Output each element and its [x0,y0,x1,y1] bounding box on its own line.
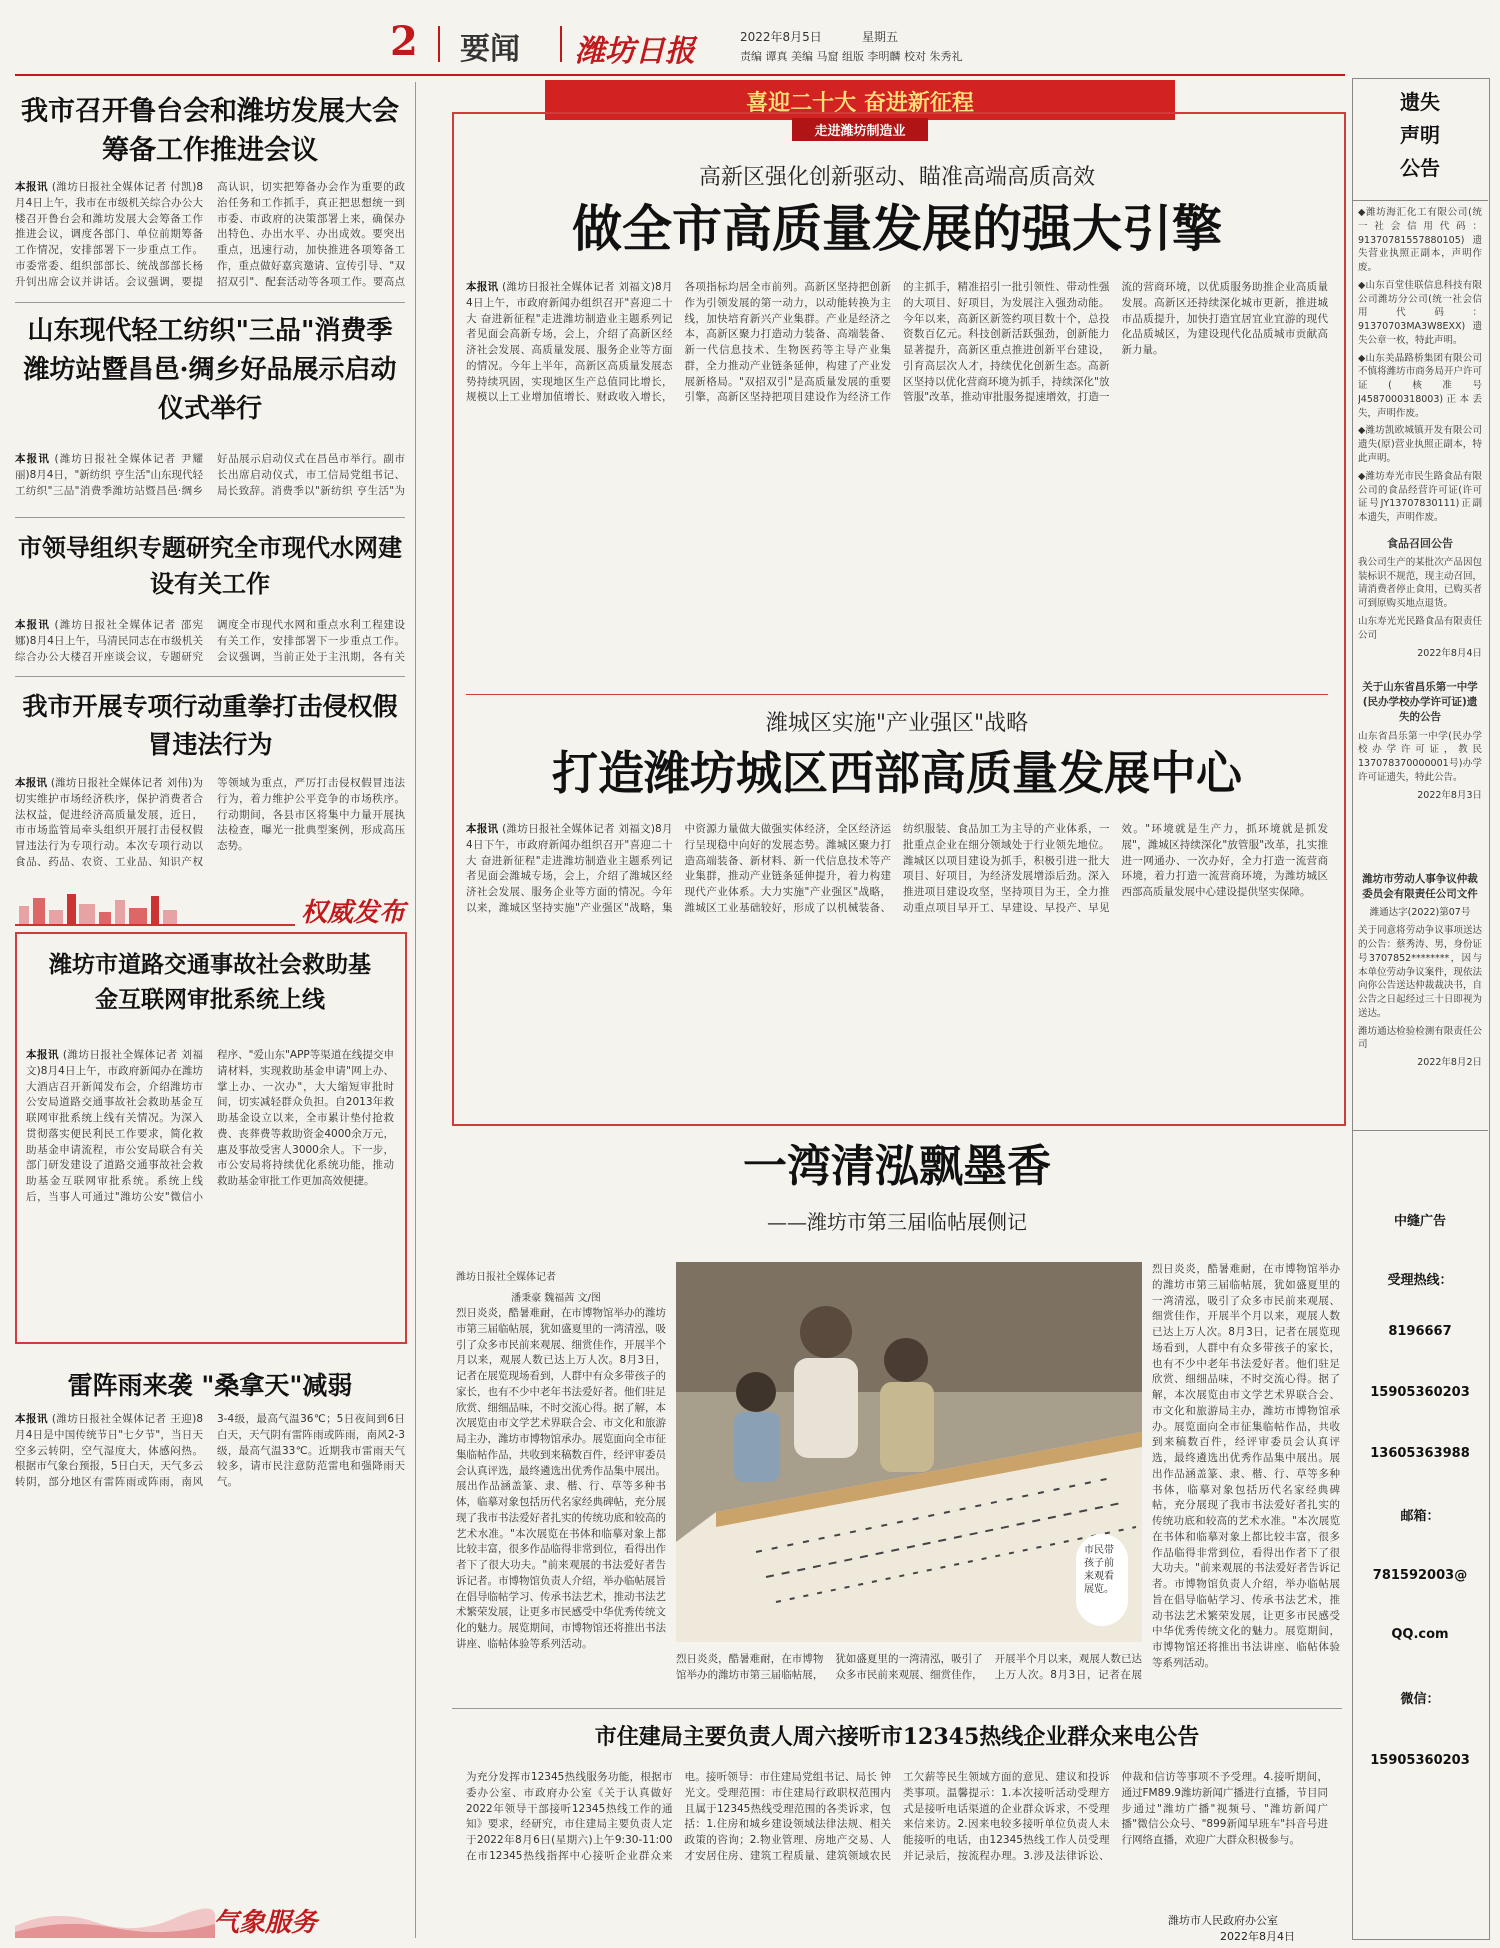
header-rule [15,74,1345,76]
article-body-counterfeit [15,776,405,876]
article-text: (潍坊日报社全媒体记者 刘福文)8月4日上午，市政府新闻办在潍坊大酒店召开新闻发布会，介绍潍坊市公安局道路交通事故社会救助基金互联网审批系统上线有关情况。为深入贯彻落实便民利民工作要求，简化救助基金申请流程，市公安局联合有关部门研发建设了道路交通事故社会救助基金互联网审批系统。系统上线后，当事人可通过"潍坊公安"微信小程序、"爱山东"APP等渠道在线提交申请材料，实现救助基金申请"网上办、掌上办、一次办"，大大缩短审批时间，切实减轻群众负担。自2013年救助基金设立以来，全市累计垫付抢救费、丧葬费等救助资金4000余万元，惠及事故受害人3000余人。下一步，市公安局将持续优化系统功能，推动救助基金审批工作更加高效便捷。 [26,1049,394,1203]
article-text: (潍坊日报社全媒体记者 王迎)8月4日是中国传统节日"七夕节"，当日天空多云转阴，空气湿度大，体感闷热。根据市气象台预报，5日白天，天气多云转阴，部分地区有雷阵雨或阵雨，南风3-4级，最高气温36℃；5日夜间到6日白天，天气阴有雷阵雨或阵雨，南风2-3级，最高气温33℃。近期我市雷雨天气较多，请市民注意防范雷电和强降雨天气。 [15,1413,405,1488]
article-text: (潍坊日报社全媒体记者 付凯)8月4日上午，我市在市级机关综合办公大楼召开鲁台会和潍坊发展大会筹备工作推进会议，调度各部门、单位前期筹备工作情况，安排部署下一步重点工作。市委常委、组织部部长、统战部部长杨升钊出席会议并讲话。会议强调，要提高认识，切实把筹备办会作为重要的政治任务和工作抓手，真正把思想统一到市委、市政府的决策部署上来，确保办出特色、办出水平、办出成效。要突出重点，迅速行动，加快推进各项筹备工作，重点做好嘉宾邀请、宣传引导、"双招双引"、配套活动等各项工作。要高点 [15,181,405,288]
calligraphy-subtitle: ——潍坊市第三届临帖展侧记 [767,1210,1027,1234]
arbitration-title: 潍坊市劳动人事争议仲裁委员会有限责任公司文件 [1362,873,1478,901]
calligraphy-byline [456,1268,656,1304]
school-notice-date: 2022年8月3日 [1417,789,1482,801]
weather-banner-label: 气象服务 [213,1908,318,1938]
authority-banner [15,888,405,926]
divider [1352,1130,1488,1131]
feature-banner-subtitle: 走进潍坊制造业 [792,118,928,141]
school-notice [1358,680,1482,870]
byline: 潍坊日报社全媒体记者 [456,1272,556,1283]
article-title-meeting: 我市召开鲁台会和潍坊发展大会筹备工作推进会议 [21,96,399,167]
arbitration-text: 关于同意将劳动争议事项送达的公告：蔡秀涛、男，身份证号3707852********，因与本单位劳动争议案件，现依法向你公告送达仲裁裁决书，自公告之日起经过三十日即视为送达。 [1358,925,1482,1019]
header-divider-left [438,26,440,62]
page-number: 2 [390,18,418,65]
article-text: (潍坊日报社全媒体记者 刘福文)8月4日上午，市政府新闻办组织召开"喜迎二十大 奋进新征程"走进潍坊制造业主题系列记者见面会高新专场，会上，介绍了高新区经济社会发展、高质量发展、服务企业等方面的情况。今年上半年，高新区高质量发展态势持续巩固，实现地区生产总值同比增长，规模以上工业增加值增长、财政收入增长，各项指标均居全市前列。高新区坚持把创新作为引领发展的第一动力，以动能转换为主线，加快培育新兴产业集群。产业是经济之本，高新区聚力打造动力装备、高端装备、新一代信息技术、生物医药等主导产业集群，全力推动产业链条延伸，构建了产业发展新格局。"双招双引"是高质量发展的重要引擎，高新区坚持把项目建设作为经济工作的主抓手，精准招引一批引领性、带动性强的大项目、好项目，为发展注入强劲动能。今年以来，高新区新签约项目数十个，总投资数百亿元。科技创新活跃强劲，创新能力显著提升，高新区重点推进创新平台建设，引育高层次人才，持续优化创新生态。高新区坚持以优化营商环境为抓手，持续深化"放管服"改革，推动审批服务提速增效，打造一流的营商环境，以优质服务助推企业高质量发展。高新区还持续深化城市更新，推进城市品质提升，加快打造宜居宜业宜游的现代化品质城区，为建设现代化品质城市贡献高新力量。 [466,281,1328,404]
ad-phone: 13605363988 [1370,1446,1470,1461]
newspaper-logo: 潍坊日报 [575,34,695,69]
issue-weekday: 星期五 [862,30,899,44]
notice-signature: 潍坊市人民政府办公室 [1168,1914,1278,1927]
byline: 本报讯 [26,1049,60,1061]
article-text: 烈日炎炎，酷暑难耐，在市博物馆举办的潍坊市第三届临帖展，犹如盛夏里的一湾清泓，吸引了众多市民前来观展、细赏佳作，开展半个月以来，观展人数已达上万人次。8月3日，记者在展览现场看到，人群中有众多带孩子的家长，也有不少中老年书法爱好者。他们驻足欣赏、细细品味，不时交流心得。据了解，本次展览由市文学艺术界联合会、市文化和旅游局主办，潍坊市博物馆承办。展览面向全市征集临帖作品，共收到来稿数百件，经评审委员会认真评选，最终遴选出优秀作品集中展出。展出作品涵盖篆、隶、楷、行、草等多种书体，临摹对象包括历代名家经典碑帖，充分展现了我市书法爱好者扎实的传统功底和较高的艺术水准。"本次展览在书体和临摹对象上都比较丰富，很多作品临得非常到位，看得出作者下了很大功夫。"前来观展的书法爱好者告诉记者。市博物馆负责人介绍，举办临帖展旨在倡导临帖学习、传承书法艺术，推动书法艺术繁荣发展，让更多市民感受中华优秀传统文化的魅力。展览期间，市博物馆还将推出书法讲座、临帖体验等系列活动。 [1152,1263,1340,1669]
feature-title-hightech: 做全市高质量发展的强大引擎 [572,199,1222,258]
classified-ad-block [1352,1210,1488,1768]
article-body-meeting [15,180,405,295]
divider [15,676,405,677]
feature-body-hightech [466,280,1328,680]
article-title-textile: 山东现代轻工纺织"三品"消费季潍坊站暨昌邑·绸乡好品展示启动仪式举行 [23,316,397,424]
article-text: (潍坊日报社全媒体记者 尹耀丽)8月4日，"新纺织 亨生活"山东现代轻工纺织"三品"消费季潍坊站暨昌邑·绸乡好品展示启动仪式在昌邑市举行。副市长出席启动仪式，市工信局党组书记、局长致辞。消费季以"新纺织 亨生活"为 [15,453,405,497]
calligraphy-title: 一湾清泓飘墨香 [743,1141,1051,1192]
skyline-icon [15,888,295,926]
ad-phone: 15905360203 [1370,1385,1470,1400]
byline: 本报讯 [15,619,50,631]
feature-body-weicheng [466,822,1328,1114]
exhibition-photo-icon [676,1262,1142,1642]
article-text: (潍坊日报社全媒体记者 邵宪娜)8月4日上午，马清民同志在市级机关综合办公大楼召开座谈会议，专题研究调度全市现代水网和重点水利工程建设有关工作，安排部署下一步重点工作。会议强调，当前正处于主汛期，各有关 [15,619,405,663]
divider [452,1708,1342,1709]
issue-date: 2022年8月5日 [740,30,822,44]
notice-body-hotline [466,1770,1328,1910]
sidebar-title [1352,86,1488,185]
weather-banner [15,1898,405,1938]
arbitration-number: 潍通达字(2022)第07号 [1369,907,1471,919]
feature-kicker-weicheng: 潍城区实施"产业强区"战略 [765,711,1029,736]
ad-hotline-label: 受理热线： [1387,1273,1453,1288]
byline: 本报讯 [15,777,48,789]
article-title-counterfeit: 我市开展专项行动重拳打击侵权假冒违法行为 [22,692,398,759]
arbitration-signature: 潍坊通达检验检测有限责任公司 [1358,1025,1482,1051]
ad-wechat-label: 微信： [1400,1692,1440,1707]
divider [15,517,405,518]
notice-item: ◆潍坊海汇化工有限公司(统一社会信用代码：91370781557880105)遗失营业执照正副本，声明作废。 [1358,207,1482,274]
notice-item: ◆山东美晶路桥集团有限公司不慎将潍坊市商务局开户许可证(核准号J4587000318003)正本丢失，声明作废。 [1358,352,1482,419]
food-recall-text: 我公司生产的某批次产品因包装标识不规范，现主动召回，请消费者停止食用，已购买者可到原购买地点退货。 [1358,556,1482,610]
feature-kicker-hightech: 高新区强化创新驱动、瞄准高端高质高效 [698,165,1095,190]
sidebar-title-line: 遗失 [1400,90,1440,114]
notice-item: ◆潍坊寿光市民生路食品有限公司的食品经营许可证(许可证号JY13707830111)正副本遗失，声明作废。 [1358,470,1482,524]
byline: 本报讯 [15,1413,48,1425]
byline: 本报讯 [466,823,499,835]
article-title-water: 市领导组织专题研究全市现代水网建设有关工作 [18,533,402,598]
notice-title-hotline: 市住建局主要负责人周六接听市12345热线企业群众来电公告 [594,1724,1200,1750]
authority-banner-label: 权威发布 [300,898,405,928]
byline: 本报讯 [15,453,50,465]
photo-caption: 市民带孩子前来观看展览。 [1076,1534,1128,1626]
article-body-water [15,618,405,670]
sidebar-title-line: 声明 [1400,123,1440,147]
article-title-weather: 雷阵雨来袭 "桑拿天"减弱 [67,1371,353,1400]
notice-date: 2022年8月4日 [1220,1930,1295,1943]
article-title-fund: 潍坊市道路交通事故社会救助基金互联网审批系统上线 [49,951,371,1013]
article-text: 烈日炎炎，酷暑难耐，在市博物馆举办的潍坊市第三届临帖展，犹如盛夏里的一湾清泓，吸引了众多市民前来观展、细赏佳作，开展半个月以来，观展人数已达上万人次。8月3日，记者在展 [676,1653,1142,1681]
ad-title: 中缝广告 [1393,1214,1446,1229]
section-name: 要闻 [460,32,520,67]
school-notice-title: 关于山东省昌乐第一中学(民办学校办学许可证)遗失的公告 [1362,681,1478,724]
food-recall-date: 2022年8月4日 [1417,647,1482,659]
article-text: (潍坊日报社全媒体记者 刘伟)为切实维护市场经济秩序，保护消费者合法权益，促进经济高质量发展，近日，市市场监管局牵头组织开展打击侵权假冒违法行为专项行动。本次专项行动以食品、药品、农资、工业品、知识产权等领域为重点，严厉打击侵权假冒违法行为，着力维护公平竞争的市场秩序。行动期间，各县市区将集中力量开展执法检查，曝光一批典型案例，形成高压态势。 [15,777,405,868]
calligraphy-photo [676,1262,1142,1642]
arbitration-date: 2022年8月2日 [1417,1057,1482,1069]
page-header [0,0,1500,78]
article-body-weather [15,1412,405,1542]
flag-icon [15,1898,215,1938]
byline: 本报讯 [15,181,48,193]
ad-wechat: 15905360203 [1370,1753,1470,1768]
arbitration-notice [1358,872,1482,1122]
calligraphy-body-left [456,1306,666,1698]
header-divider-right [560,26,562,62]
ad-email: QQ.com [1391,1627,1449,1642]
lost-notices [1358,206,1482,532]
ad-phone: 8196667 [1388,1324,1452,1339]
food-recall-notice [1358,536,1482,666]
byline: 本报讯 [466,281,499,293]
photo-credit: 潘秉豪 魏福茜 文/图 [511,1293,601,1304]
food-recall-signature: 山东寿光光民路食品有限责任公司 [1358,616,1482,641]
editor-credits: 责编 谭真 美编 马窟 组版 李明麟 校对 朱秀礼 [740,50,963,63]
food-recall-title: 食品召回公告 [1387,537,1453,550]
article-text: 为充分发挥市12345热线服务功能，根据市委办公室、市政府办公室《关于认真做好2022年领导干部接听12345热线工作的通知》要求，经研究，市住建局主要负责人定于2022年8月6日(星期六)上午9:30-11:00在市12345热线指挥中心接听企业群众来电。接听领导：市住建局党组书记、局长 钟光文。受理范围：市住建局行政职权范围内且属于12345热线受理范围的各类诉求，包括：1.住房和城乡建设领域法律法规、相关政策的咨询；2.物业管理、房地产交易、人才安居住房、建筑工程质量、建筑领域农民工欠薪等民生领域方面的意见、建议和投诉类事项。温馨提示：1.本次接听活动受理方式是接听电话渠道的企业群众诉求，不受理来信来访。2.因来电较多接听单位负责人未能接听的电话，由12345热线工作人员受理并记录后，按流程办理。3.涉及法律诉讼、仲裁和信访等事项不予受理。4.接听期间，通过FM89.9潍坊新闻广播进行直播，节目同步通过"潍坊广播"视频号、"潍坊新闻广播"微信公众号、"899新闻早班车"抖音号进行网络直播，欢迎广大群众积极参与。 [466,1771,1328,1862]
feature-title-weicheng: 打造潍坊城区西部高质量发展中心 [552,746,1242,800]
ad-email-label: 邮箱： [1400,1509,1440,1524]
article-text: (潍坊日报社全媒体记者 刘福文)8月4日下午，市政府新闻办组织召开"喜迎二十大 奋进新征程"走进潍坊制造业主题系列记者见面会潍城专场，会上，介绍了潍城区经济社会发展、服务企业等方面的情况。今年以来，潍城区坚持实施"产业强区"战略，集中资源力量做大做强实体经济，全区经济运行呈现稳中向好的发展态势。潍城区聚力打造高端装备、新材料、新一代信息技术等产业集群，推动产业链条延伸提升，着力构建现代产业体系。大力实施"产业强区"战略，潍城区工业基础较好，形成了以机械装备、纺织服装、食品加工为主导的产业体系，一批重点企业在细分领域处于行业领先地位。潍城区以项目建设为抓手，积极引进一批大项目、好项目，为经济发展增添后劲。深入推进项目建设攻坚，坚持项目为王，全力推动重点项目早开工、早建设、早投产、早见效。"环境就是生产力，抓环境就是抓发展"，潍城区持续深化"放管服"改革，扎实推进一网通办、一次办好，全力打造一流营商环境，着力打造一流营商环境，为潍坊城区西部高质量发展中心建设提供坚实保障。 [466,823,1328,914]
ad-email: 781592003@ [1372,1568,1468,1583]
article-body-textile [15,452,405,510]
feature-banner-title: 喜迎二十大 奋进新征程 [746,90,974,116]
calligraphy-body-right [1152,1262,1340,1698]
notice-item: ◆潍坊凯欧城镇开发有限公司遗失(原)营业执照正副本，特此声明。 [1358,425,1482,465]
divider [466,694,1328,695]
sidebar-title-line: 公告 [1400,156,1440,180]
divider [15,302,405,303]
article-body-fund [26,1048,394,1333]
school-notice-text: 山东省昌乐第一中学(民办学校办学许可证，教民137078370000001号)办学许可证遗失，特此公告。 [1358,730,1482,783]
divider [1352,200,1488,201]
article-text: 烈日炎炎，酷暑难耐，在市博物馆举办的潍坊市第三届临帖展，犹如盛夏里的一湾清泓，吸引了众多市民前来观展、细赏佳作，开展半个月以来，观展人数已达上万人次。8月3日，记者在展览现场看到，人群中有众多带孩子的家长，也有不少中老年书法爱好者。他们驻足欣赏、细细品味，不时交流心得。据了解，本次展览由市文学艺术界联合会、市文化和旅游局主办，潍坊市博物馆承办。展览面向全市征集临帖作品，共收到来稿数百件，经评审委员会认真评选，最终遴选出优秀作品集中展出。展出作品涵盖篆、隶、楷、行、草等多种书体，临摹对象包括历代名家经典碑帖，充分展现了我市书法爱好者扎实的传统功底和较高的艺术水准。"本次展览在书体和临摹对象上都比较丰富，很多作品临得非常到位，看得出作者下了很大功夫。"前来观展的书法爱好者告诉记者。市博物馆负责人介绍，举办临帖展旨在倡导临帖学习、传承书法艺术，推动书法艺术繁荣发展，让更多市民感受中华优秀传统文化的魅力。展览期间，市博物馆还将推出书法讲座、临帖体验等系列活动。 [456,1307,666,1650]
calligraphy-body-bottom [676,1652,1142,1698]
notice-item: ◆山东百堂佳联信息科技有限公司潍坊分公司(统一社会信用代码：91370703MA3W8EXX)遗失公章一枚，特此声明。 [1358,279,1482,346]
column-divider [415,82,416,1938]
